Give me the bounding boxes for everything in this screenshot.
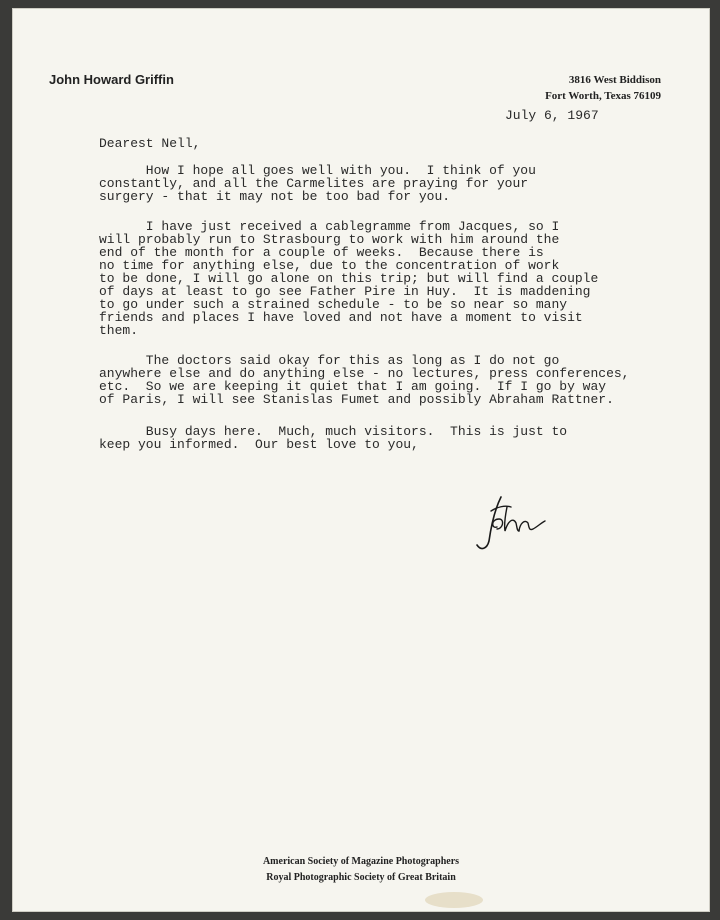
letterhead-name: John Howard Griffin xyxy=(49,72,174,87)
paper-stain xyxy=(425,892,483,908)
handwritten-signature xyxy=(461,489,551,559)
letter-date: July 6, 1967 xyxy=(505,108,599,123)
letter-page xyxy=(12,8,710,912)
body-paragraph-1: How I hope all goes well with you. I think of you constantly, and all the Carmelites are praying for your surgery - that it may not be too bad for you. xyxy=(99,163,536,204)
address-city: Fort Worth, Texas 76109 xyxy=(545,90,661,102)
body-paragraph-2: I have just received a cablegramme from Jacques, so I will probably run to Strasbourg to work with him around the end of the month for a couple of weeks. Because there is no time for anything else, due to the concentration of work to be done, I will go alone on this trip; but will find a couple of days at least to go see Father Pire in Huy. It is maddening to go under such a strained schedule - to be so near so many friends and places I have loved and not have a moment to visit them. xyxy=(99,219,599,338)
address-street: 3816 West Biddison xyxy=(568,74,661,86)
salutation: Dearest Nell, xyxy=(99,136,201,151)
body-paragraph-4: Busy days here. Much, much visitors. This is just to keep you informed. Our best love to you, xyxy=(99,424,568,452)
letterhead-footer xyxy=(13,854,709,886)
body-paragraph-3: The doctors said okay for this as long as I do not go anywhere else and do anything else - no lectures, press conferences, etc. So we are keeping it quiet that I am going. If I go by way of Paris, I will see Stanislas Fumet and possibly Abraham Rattner. xyxy=(99,353,630,407)
letterhead-address xyxy=(545,72,661,104)
footer-affiliation-1: American Society of Magazine Photographers xyxy=(262,856,460,867)
footer-affiliation-2: Royal Photographic Society of Great Britain xyxy=(266,872,456,883)
